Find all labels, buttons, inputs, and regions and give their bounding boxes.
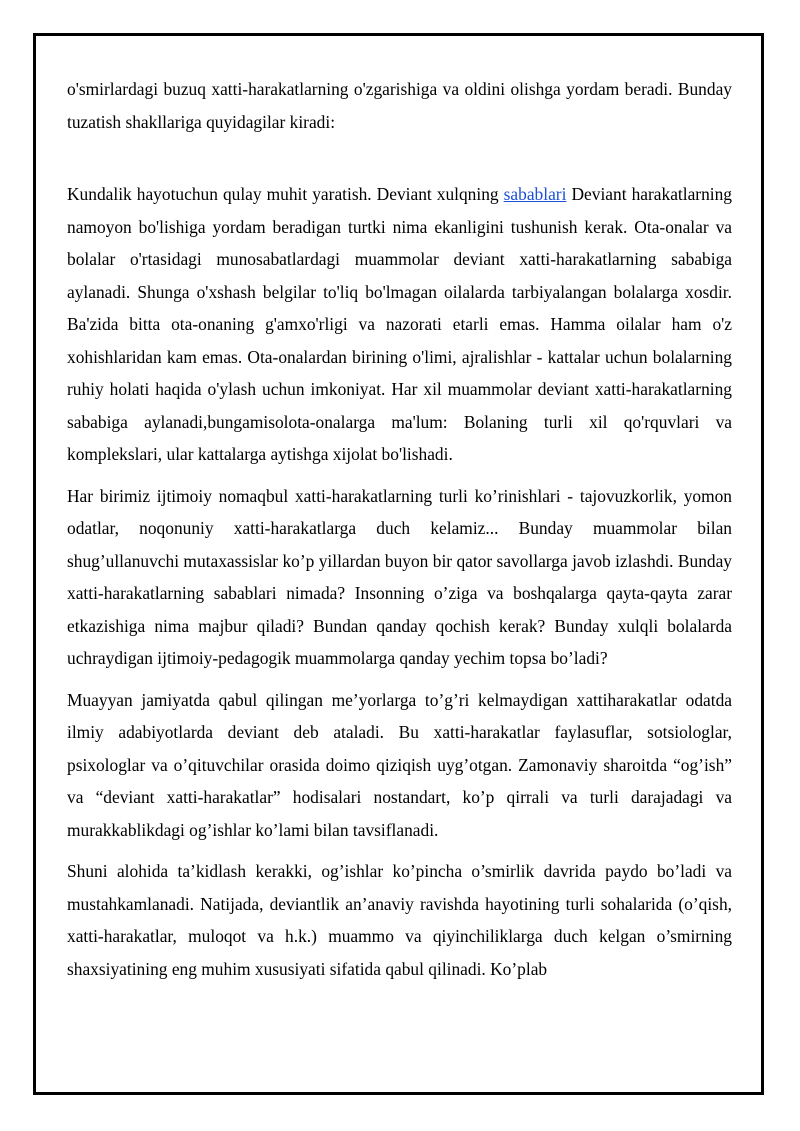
sabablari-link[interactable]: sabablari	[503, 184, 567, 204]
paragraph-4: Muayyan jamiyatda qabul qilingan me’yorlarga to’g’ri kelmaydigan xattiharakatlar odatda ilmiy adabiyotlarda deviant deb ataladi. Bu xatti-harakatlar faylasuflar, sotsiologlar, psixologlar va o’qituvchilar orasida doimo qiziqish uyg’otgan. Zamonaviy sharoitda “og’ish” va “deviant xatti-harakatlar” hodisalari nostandart, ko’p qirrali va turli darajadagi va murakkablikdagi og’ishlar ko’lami bilan tavsiflanadi.	[67, 689, 732, 840]
paragraph-2-start: Kundalik hayotuchun qulay muhit yaratish. Deviant xulqning	[67, 184, 504, 204]
paragraph-1: o'smirlardagi buzuq xatti-harakatlarning o'zgarishiga va oldini olishga yordam beradi. Bunday tuzatish shakllariga quyidagilar kiradi:	[67, 79, 732, 132]
document-body	[67, 73, 732, 985]
paragraph-5: Shuni alohida ta’kidlash kerakki, og’ishlar ko’pincha o’smirlik davrida paydo bo’ladi va mustahkamlanadi. Natijada, deviantlik an’anaviy ravishda hayotining turli sohalarida (o’qish, xatti-harakatlar, muloqot va h.k.) muammo va qiyinchiliklarga duch kelgan o’smirning shaxsiyatining eng muhim xususiyati sifatida qabul qilinadi. Ko’plab	[67, 861, 732, 979]
paragraph-3: Har birimiz ijtimoiy nomaqbul xatti-harakatlarning turli ko’rinishlari - tajovuzkorlik, yomon odatlar, noqonuniy xatti-harakatlarga duch kelamiz... Bunday muammolar bilan shug’ullanuvchi mutaxassislar ko’p yillardan buyon bir qator savollarga javob izlashdi. Bunday xatti-harakatlarning sabablari nimada? Insonning o’ziga va boshqalarga qayta-qayta zarar etkazishiga nima majbur qiladi? Bundan qanday qochish kerak? Bunday xulqli bolalarda uchraydigan ijtimoiy-pedagogik muammolarga qanday yechim topsa bo’ladi?	[67, 485, 732, 668]
paragraph-2-rest: Deviant harakatlarning namoyon bo'lishiga yordam beradigan turtki nima ekanligini tushunish kerak. Ota-onalar va bolalar o'rtasidagi munosabatlardagi muammolar deviant xatti-harakatlarning sababiga aylanadi. Shunga o'xshash belgilar to'liq bo'lmagan oilalarda tarbiyalangan bolalarga xosdir. Ba'zida bitta ota-onaning g'amxo'rligi va nazorati etarli emas. Hamma oilalar ham o'z xohishlaridan kam emas. Ota-onalardan birining o'limi, ajralishlar - kattalar uchun bolalarning ruhiy holati haqida o'ylash uchun imkoniyat. Har xil muammolar deviant xatti-harakatlarning sababiga aylanadi,bungamisolota-onalarga ma'lum: Bolaning turli xil qo'rquvlari va komplekslari, ular kattalarga aytishga xijolat bo'lishadi.	[67, 184, 732, 464]
paragraph-spacer	[67, 138, 732, 178]
paragraph-2	[67, 178, 732, 471]
